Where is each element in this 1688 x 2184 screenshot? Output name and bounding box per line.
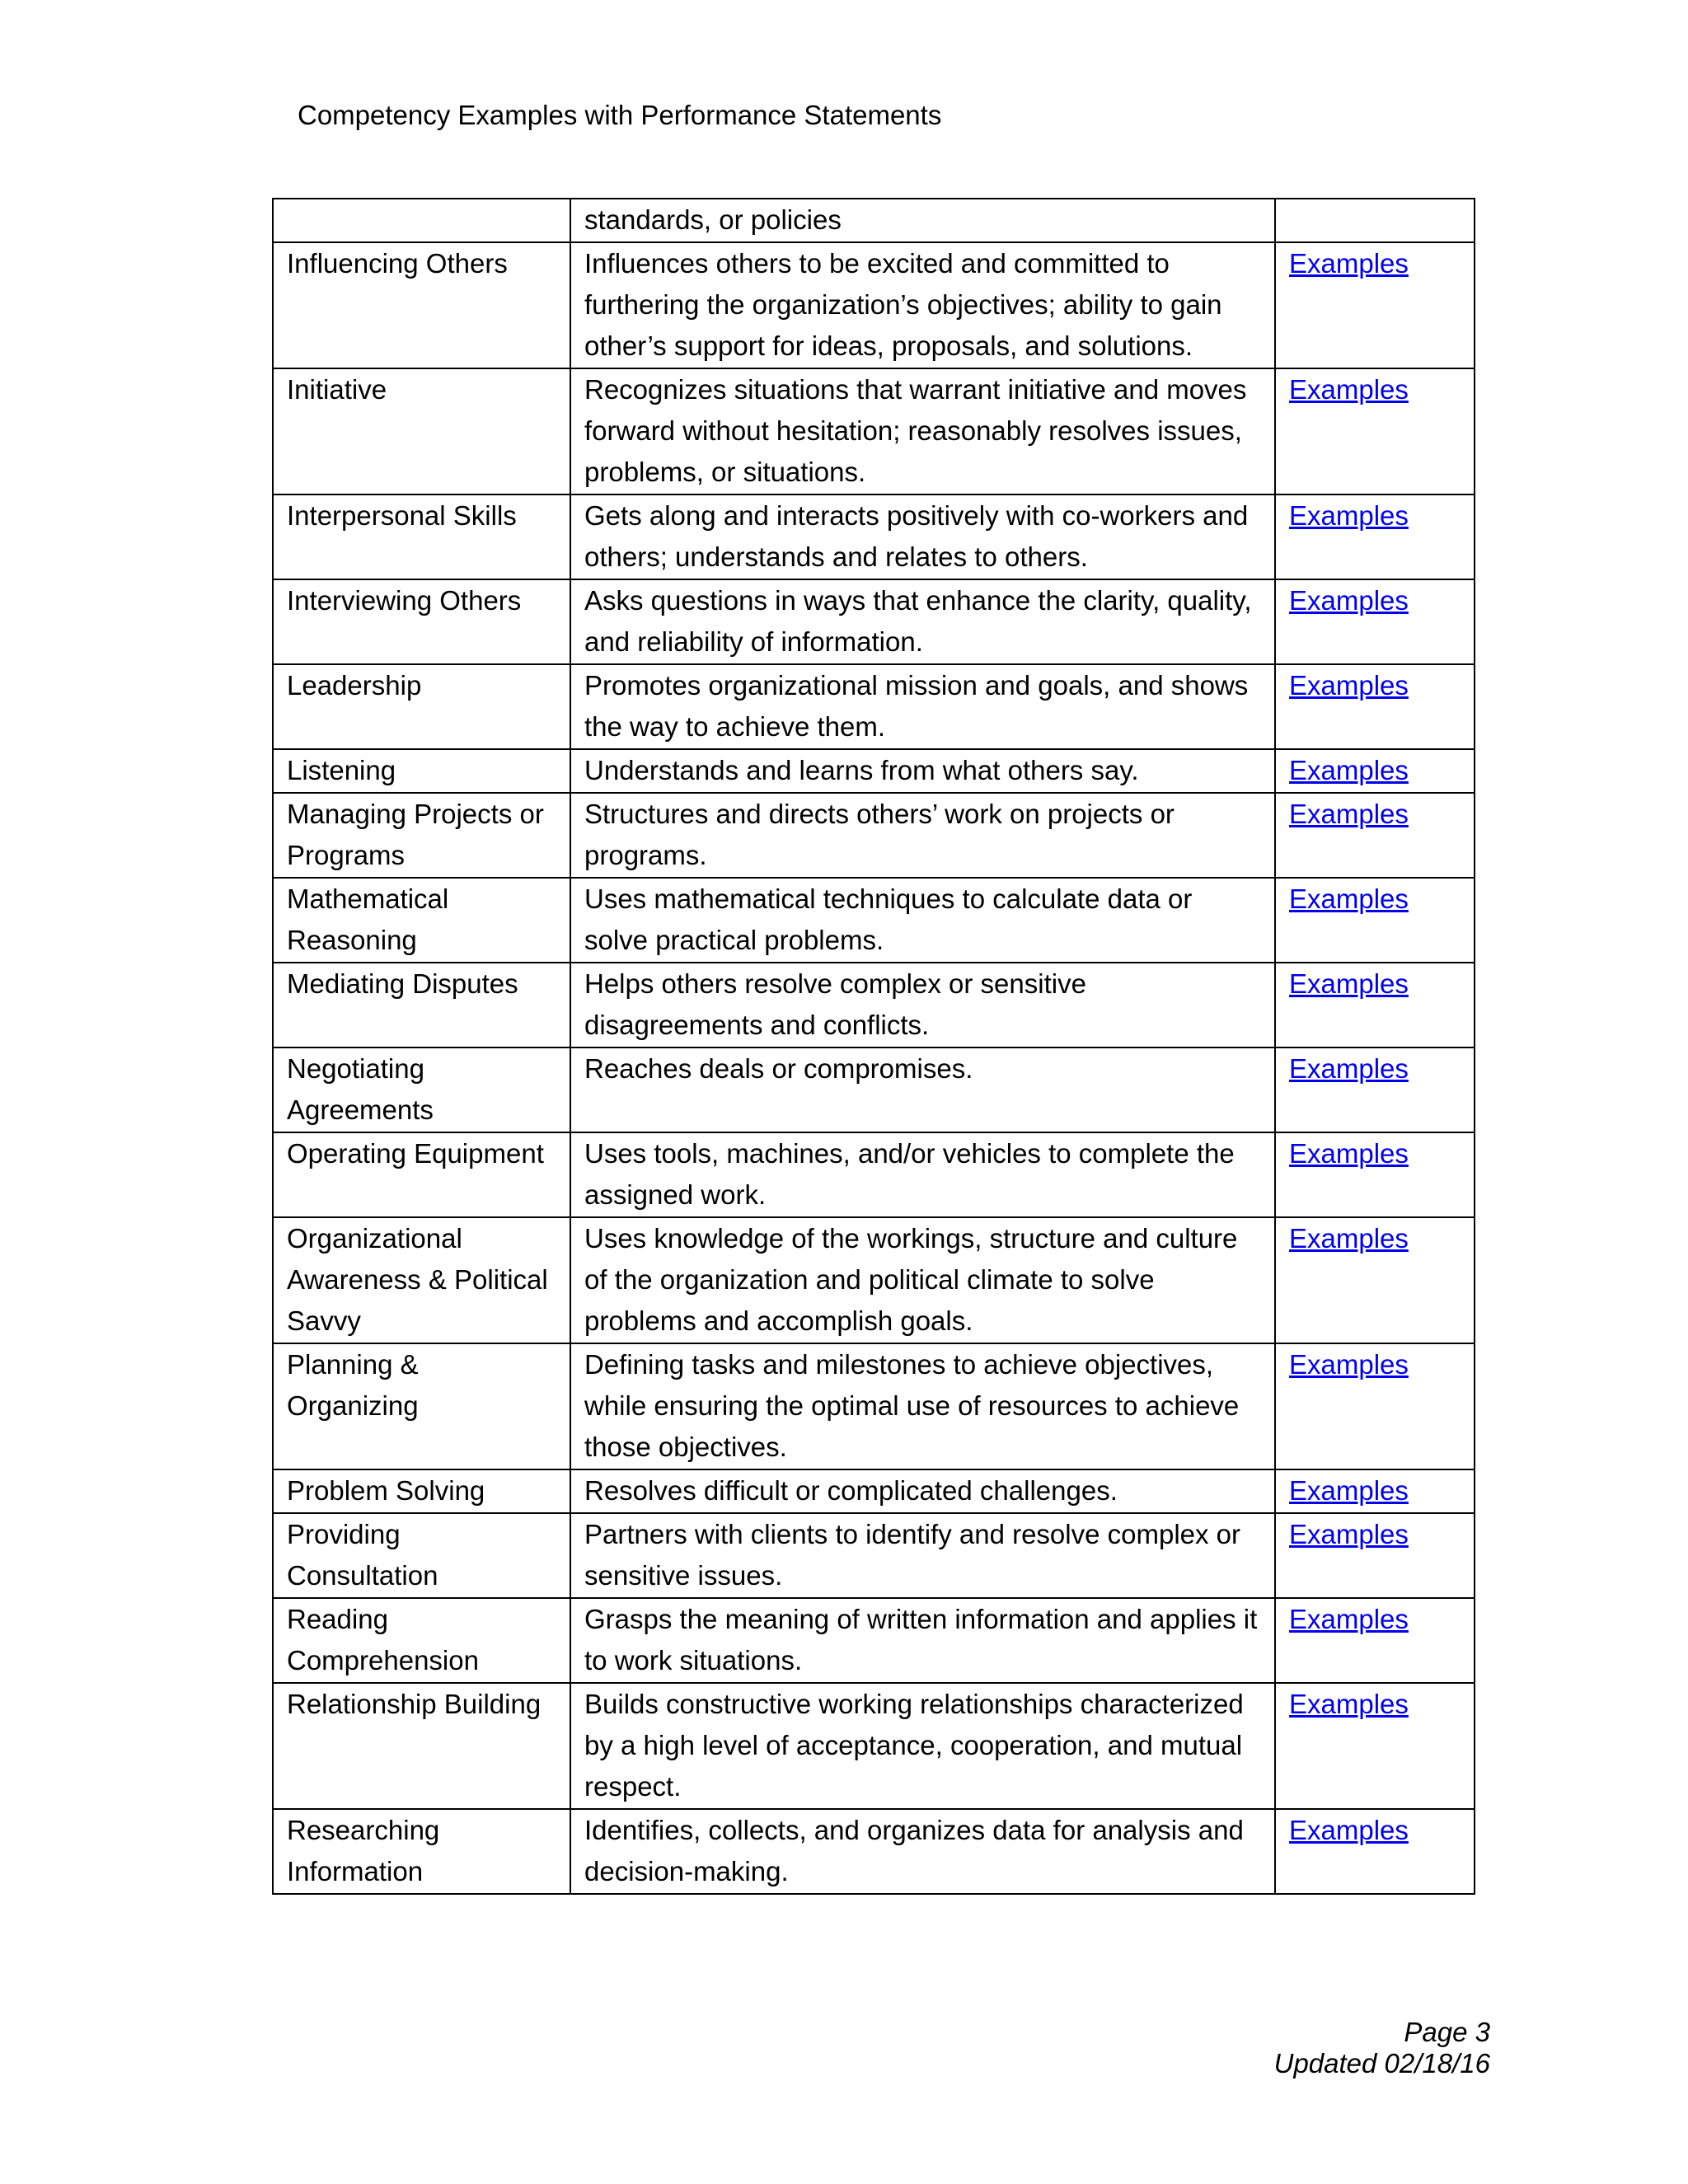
examples-link[interactable]: Examples <box>1289 1604 1409 1634</box>
table-row <box>273 1598 1475 1683</box>
competency-description: Asks questions in ways that enhance the clarity, quality, and reliability of information. <box>570 579 1275 664</box>
table-row <box>273 749 1475 793</box>
table-row <box>273 963 1475 1047</box>
examples-link[interactable]: Examples <box>1289 1053 1409 1084</box>
competency-name: Reading Comprehension <box>273 1598 570 1683</box>
examples-cell <box>1275 963 1475 1047</box>
examples-cell <box>1275 1598 1475 1683</box>
competency-name: Influencing Others <box>273 242 570 368</box>
examples-link[interactable]: Examples <box>1289 1475 1409 1506</box>
competency-name: Planning & Organizing <box>273 1343 570 1469</box>
table-row <box>273 494 1475 579</box>
examples-link[interactable]: Examples <box>1289 799 1409 829</box>
competency-description: Defining tasks and milestones to achieve objectives, while ensuring the optimal use of resources to achieve those objectives. <box>570 1343 1275 1469</box>
table-row <box>273 1132 1475 1217</box>
table-row <box>273 664 1475 749</box>
table-row <box>273 368 1475 494</box>
examples-link[interactable]: Examples <box>1289 500 1409 531</box>
table-row <box>273 878 1475 963</box>
competency-name: Organizational Awareness & Political Savvy <box>273 1217 570 1343</box>
table-row <box>273 1343 1475 1469</box>
table-row <box>273 1809 1475 1894</box>
table-row <box>273 1513 1475 1598</box>
page-number: Page 3 <box>1404 2017 1490 2047</box>
competency-description: Identifies, collects, and organizes data for analysis and decision-making. <box>570 1809 1275 1894</box>
examples-cell <box>1275 1683 1475 1809</box>
examples-cell <box>1275 368 1475 494</box>
competency-name: Providing Consultation <box>273 1513 570 1598</box>
examples-cell <box>1275 494 1475 579</box>
examples-cell <box>1275 1217 1475 1343</box>
examples-cell <box>1275 1809 1475 1894</box>
examples-link[interactable]: Examples <box>1289 585 1409 616</box>
examples-link[interactable]: Examples <box>1289 248 1409 279</box>
examples-cell <box>1275 793 1475 878</box>
examples-cell <box>1275 1047 1475 1132</box>
examples-link[interactable]: Examples <box>1289 1138 1409 1169</box>
competency-description: Structures and directs others’ work on projects or programs. <box>570 793 1275 878</box>
examples-link[interactable]: Examples <box>1289 883 1409 914</box>
competency-description: Partners with clients to identify and resolve complex or sensitive issues. <box>570 1513 1275 1598</box>
examples-link[interactable]: Examples <box>1289 1815 1409 1845</box>
examples-link[interactable]: Examples <box>1289 1349 1409 1380</box>
competency-table <box>272 198 1475 1895</box>
competency-name: Researching Information <box>273 1809 570 1894</box>
table-row <box>273 199 1475 242</box>
competency-description: Grasps the meaning of written information and applies it to work situations. <box>570 1598 1275 1683</box>
examples-cell <box>1275 1513 1475 1598</box>
competency-description: Uses knowledge of the workings, structure and culture of the organization and political climate to solve problems and accomplish goals. <box>570 1217 1275 1343</box>
examples-link[interactable]: Examples <box>1289 1689 1409 1719</box>
page-title: Competency Examples with Performance Statements <box>298 100 942 130</box>
competency-name: Negotiating Agreements <box>273 1047 570 1132</box>
table-row <box>273 1217 1475 1343</box>
competency-description: Understands and learns from what others say. <box>570 749 1275 793</box>
competency-description: Builds constructive working relationships characterized by a high level of acceptance, cooperation, and mutual respect. <box>570 1683 1275 1809</box>
competency-name: Interviewing Others <box>273 579 570 664</box>
updated-date: Updated 02/18/16 <box>1273 2048 1490 2079</box>
competency-name <box>273 199 570 242</box>
competency-name: Leadership <box>273 664 570 749</box>
table-row <box>273 242 1475 368</box>
table-row <box>273 1469 1475 1513</box>
examples-cell <box>1275 749 1475 793</box>
competency-description: Promotes organizational mission and goals, and shows the way to achieve them. <box>570 664 1275 749</box>
examples-cell <box>1275 878 1475 963</box>
competency-name: Operating Equipment <box>273 1132 570 1217</box>
competency-name: Problem Solving <box>273 1469 570 1513</box>
examples-cell <box>1275 242 1475 368</box>
examples-cell <box>1275 1343 1475 1469</box>
competency-description: Resolves difficult or complicated challenges. <box>570 1469 1275 1513</box>
competency-name: Managing Projects or Programs <box>273 793 570 878</box>
examples-link[interactable]: Examples <box>1289 374 1409 405</box>
competency-description: Uses tools, machines, and/or vehicles to complete the assigned work. <box>570 1132 1275 1217</box>
competency-description: Influences others to be excited and committed to furthering the organization’s objectives; ability to gain other’s support for ideas, proposals, and solutions. <box>570 242 1275 368</box>
competency-description: Reaches deals or compromises. <box>570 1047 1275 1132</box>
examples-link[interactable]: Examples <box>1289 1223 1409 1254</box>
examples-cell <box>1275 664 1475 749</box>
table-row <box>273 793 1475 878</box>
examples-cell <box>1275 579 1475 664</box>
competency-description: Uses mathematical techniques to calculate data or solve practical problems. <box>570 878 1275 963</box>
competency-name: Initiative <box>273 368 570 494</box>
competency-name: Mediating Disputes <box>273 963 570 1047</box>
table-row <box>273 1683 1475 1809</box>
competency-name: Listening <box>273 749 570 793</box>
examples-link[interactable]: Examples <box>1289 670 1409 701</box>
competency-description: Helps others resolve complex or sensitive disagreements and conflicts. <box>570 963 1275 1047</box>
examples-cell <box>1275 1469 1475 1513</box>
page-footer <box>1274 2017 1490 2079</box>
competency-description: standards, or policies <box>570 199 1275 242</box>
competency-description: Gets along and interacts positively with co-workers and others; understands and relates to others. <box>570 494 1275 579</box>
competency-name: Relationship Building <box>273 1683 570 1809</box>
table-row <box>273 579 1475 664</box>
competency-name: Interpersonal Skills <box>273 494 570 579</box>
competency-name: Mathematical Reasoning <box>273 878 570 963</box>
examples-link[interactable]: Examples <box>1289 755 1409 785</box>
examples-cell <box>1275 199 1475 242</box>
examples-link[interactable]: Examples <box>1289 968 1409 999</box>
table-row <box>273 1047 1475 1132</box>
examples-link[interactable]: Examples <box>1289 1519 1409 1549</box>
competency-description: Recognizes situations that warrant initiative and moves forward without hesitation; reasonably resolves issues, problems, or situations. <box>570 368 1275 494</box>
examples-cell <box>1275 1132 1475 1217</box>
